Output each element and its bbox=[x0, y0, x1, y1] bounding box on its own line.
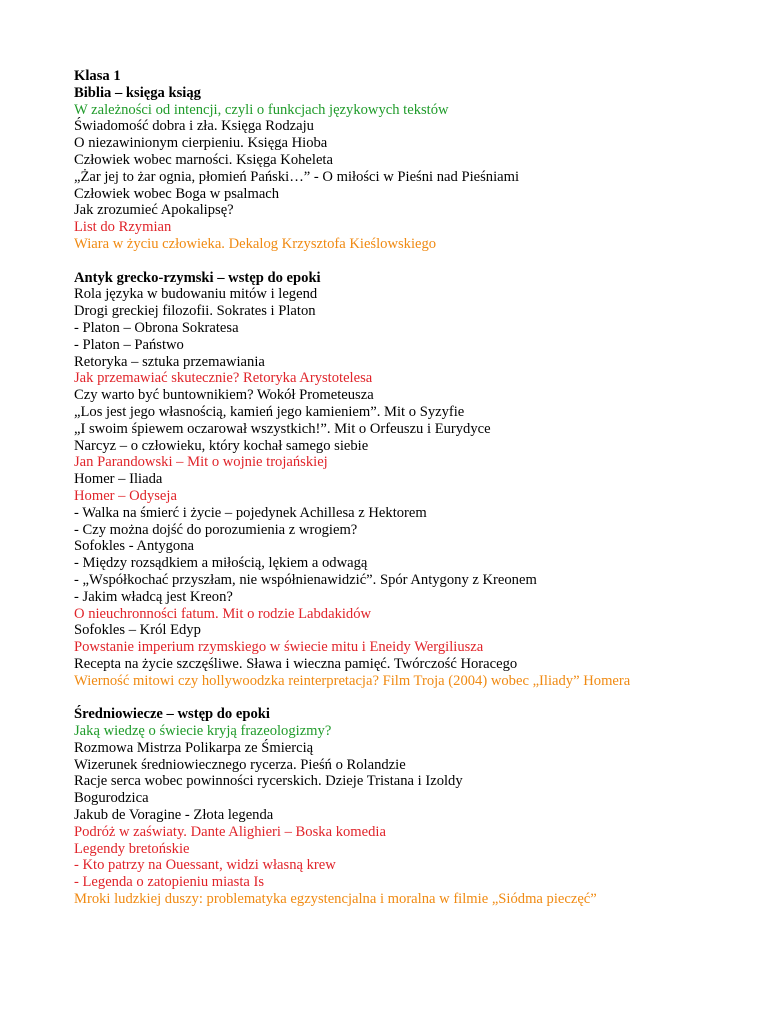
section-heading: Klasa 1 bbox=[74, 68, 121, 84]
section-spacer bbox=[74, 689, 754, 706]
topic-line: Jakub de Voragine - Złota legenda bbox=[74, 807, 274, 824]
topic-line: Wiara w życiu człowieka. Dekalog Krzysztofa Kieślowskiego bbox=[74, 235, 437, 252]
topic-line: Jan Parandowski – Mit o wojnie trojańskiej bbox=[74, 454, 328, 471]
topic-line: „Żar jej to żar ognia, płomień Pański…” - O miłości w Pieśni nad Pieśniami bbox=[74, 168, 520, 185]
topic-line: Homer – Odyseja bbox=[74, 487, 177, 504]
section-3 bbox=[74, 706, 754, 908]
topic-line: Racje serca wobec powinności rycerskich. Dzieje Tristana i Izoldy bbox=[74, 773, 463, 790]
topic-line: O niezawinionym cierpieniu. Księga Hioba bbox=[74, 135, 328, 152]
topic-line: - Kto patrzy na Ouessant, widzi własną krew bbox=[74, 857, 336, 874]
topic-line: Podróż w zaświaty. Dante Alighieri – Boska komedia bbox=[74, 823, 386, 840]
topic-line: - Platon – Państwo bbox=[74, 336, 184, 353]
topic-line: - Walka na śmierć i życie – pojedynek Achillesa z Hektorem bbox=[74, 504, 427, 521]
topic-line: Drogi greckiej filozofii. Sokrates i Platon bbox=[74, 303, 316, 320]
topic-line: Człowiek wobec Boga w psalmach bbox=[74, 185, 280, 202]
topic-line: - Legenda o zatopieniu miasta Is bbox=[74, 874, 265, 891]
topic-line: Wizerunek średniowiecznego rycerza. Pieśń o Rolandzie bbox=[74, 756, 406, 773]
section-1 bbox=[74, 68, 754, 253]
topic-line: Bogurodzica bbox=[74, 790, 149, 807]
document-page bbox=[74, 68, 754, 908]
topic-line: Legendy bretońskie bbox=[74, 840, 190, 857]
topic-line: Czy warto być buntownikiem? Wokół Prometeusza bbox=[74, 387, 374, 404]
topic-line: Sofokles – Król Edyp bbox=[74, 622, 201, 639]
topic-line: O nieuchronności fatum. Mit o rodzie Labdakidów bbox=[74, 605, 372, 622]
topic-line: - Platon – Obrona Sokratesa bbox=[74, 319, 239, 336]
topic-line: Człowiek wobec marności. Księga Koheleta bbox=[74, 151, 333, 168]
topic-line: Rola języka w budowaniu mitów i legend bbox=[74, 286, 318, 303]
topic-line: List do Rzymian bbox=[74, 219, 172, 236]
topic-line: „I swoim śpiewem oczarował wszystkich!”. Mit o Orfeuszu i Eurydyce bbox=[74, 420, 491, 437]
topic-line: - Jakim władcą jest Kreon? bbox=[74, 588, 233, 605]
topic-line: - Czy można dojść do porozumienia z wrogiem? bbox=[74, 521, 358, 538]
topic-line: Powstanie imperium rzymskiego w świecie mitu i Eneidy Wergiliusza bbox=[74, 639, 484, 656]
topic-line: Świadomość dobra i zła. Księga Rodzaju bbox=[74, 118, 314, 135]
topic-line: Jaką wiedzę o świecie kryją frazeologizmy? bbox=[74, 723, 332, 740]
topic-line: Recepta na życie szczęśliwe. Sława i wieczna pamięć. Twórczość Horacego bbox=[74, 655, 518, 672]
topic-line: Narcyz – o człowieku, który kochał samego siebie bbox=[74, 437, 369, 454]
topic-line: Sofokles - Antygona bbox=[74, 538, 194, 555]
topic-line: Mroki ludzkiej duszy: problematyka egzystencjalna i moralna w filmie „Siódma pieczęć” bbox=[74, 891, 597, 908]
section-heading: Biblia – księga ksiąg bbox=[74, 84, 201, 101]
section-2 bbox=[74, 270, 754, 690]
section-heading: Antyk grecko-rzymski – wstęp do epoki bbox=[74, 269, 321, 286]
topic-line: W zależności od intencji, czyli o funkcjach językowych tekstów bbox=[74, 101, 449, 118]
section-spacer bbox=[74, 253, 754, 270]
section-heading: Średniowiecze – wstęp do epoki bbox=[74, 706, 270, 723]
topic-line: „Los jest jego własnością, kamień jego kamieniem”. Mit o Syzyfie bbox=[74, 403, 465, 420]
topic-line: - Między rozsądkiem a miłością, lękiem a odwagą bbox=[74, 555, 368, 572]
topic-line: Jak przemawiać skutecznie? Retoryka Arystotelesa bbox=[74, 370, 373, 387]
topic-line: Jak zrozumieć Apokalipsę? bbox=[74, 202, 234, 219]
topic-line: - „Współkochać przyszłam, nie współnienawidzić”. Spór Antygony z Kreonem bbox=[74, 571, 537, 588]
topic-line: Wierność mitowi czy hollywoodzka reinterpretacja? Film Troja (2004) wobec „Iliady” Homera bbox=[74, 672, 631, 689]
topic-line: Retoryka – sztuka przemawiania bbox=[74, 353, 265, 370]
topic-line: Homer – Iliada bbox=[74, 471, 163, 488]
topic-line: Rozmowa Mistrza Polikarpa ze Śmiercią bbox=[74, 739, 314, 756]
